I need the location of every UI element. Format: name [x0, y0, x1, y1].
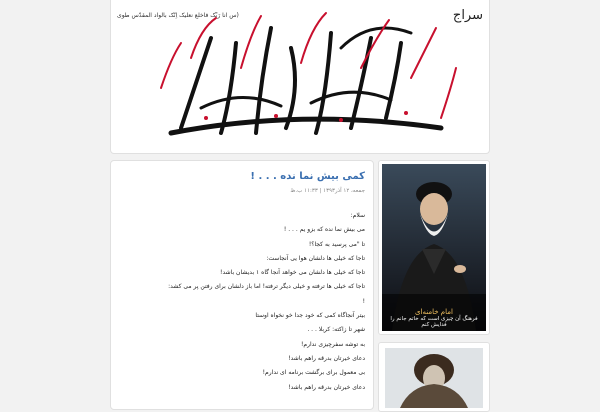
post-meta: جمعه، ۱۲ آذر۱۳۹۳ | ۱۱:۳۳ ب.ظ: [290, 188, 365, 194]
post-line: دعای خیرتان بدرقه راهم باشد!: [288, 354, 365, 362]
post-line: شهر تا زاکته: کربلا . . .: [307, 326, 365, 334]
post-line: دعای خیرتان بدرقه راهم باشد!: [288, 383, 365, 391]
figure-image[interactable]: [385, 348, 483, 408]
post-line: تا "می پرسید به کجا؟!: [308, 240, 365, 248]
sidebar-image-widget-2: [378, 342, 490, 412]
post-line: !: [362, 297, 365, 305]
post-content: [110, 160, 374, 410]
sidebar-image-widget: [378, 160, 490, 335]
post-line: می بیش نما نده که بزو یم . . . !: [283, 226, 365, 234]
portrait-image[interactable]: [382, 164, 486, 331]
calligraphy-banner: [141, 8, 461, 148]
post-line: به توشه سفرچیزی ندارم!: [300, 340, 365, 348]
sidebar: [378, 160, 490, 400]
post-line: بی معمول برای برگشت برنامه ای ندارم!: [262, 369, 365, 377]
post-line: تاجا که خیلی ها دلشان می خواهد آنجا گاه ۱ بدیشان باشد!: [220, 269, 365, 277]
page: [110, 0, 490, 400]
post-line: تاجا که خیلی ها ترفته و خیلی دیگر ترفته! اما باز دلشان برای رفتن پر می کشد:: [168, 283, 365, 291]
site-description: (س اَنا رَبِّک فاخلَع نعلَیک اِنَّک بالواد المقدّس طوی: [117, 12, 239, 19]
post-body: [125, 209, 365, 395]
site-title[interactable]: سراج: [452, 8, 483, 23]
signature-text: امام خامنه‌ای: [415, 308, 453, 316]
site-header: [110, 0, 490, 154]
post-line: سلام:: [350, 212, 365, 219]
portrait-caption: [382, 308, 486, 328]
post-line: بیتر آنجاگاه کمی که خود جدا خو نخواه اوستا: [255, 312, 365, 320]
post-title[interactable]: کمی بیش نما نده . . . !: [250, 171, 365, 182]
post-line: تاجا که خیلی ها دلشان هوا یی آنجاست:: [266, 254, 365, 262]
caption-text: فرهنگ آن چیزی است که خاتم جانم را فدایش کنم: [390, 316, 478, 328]
